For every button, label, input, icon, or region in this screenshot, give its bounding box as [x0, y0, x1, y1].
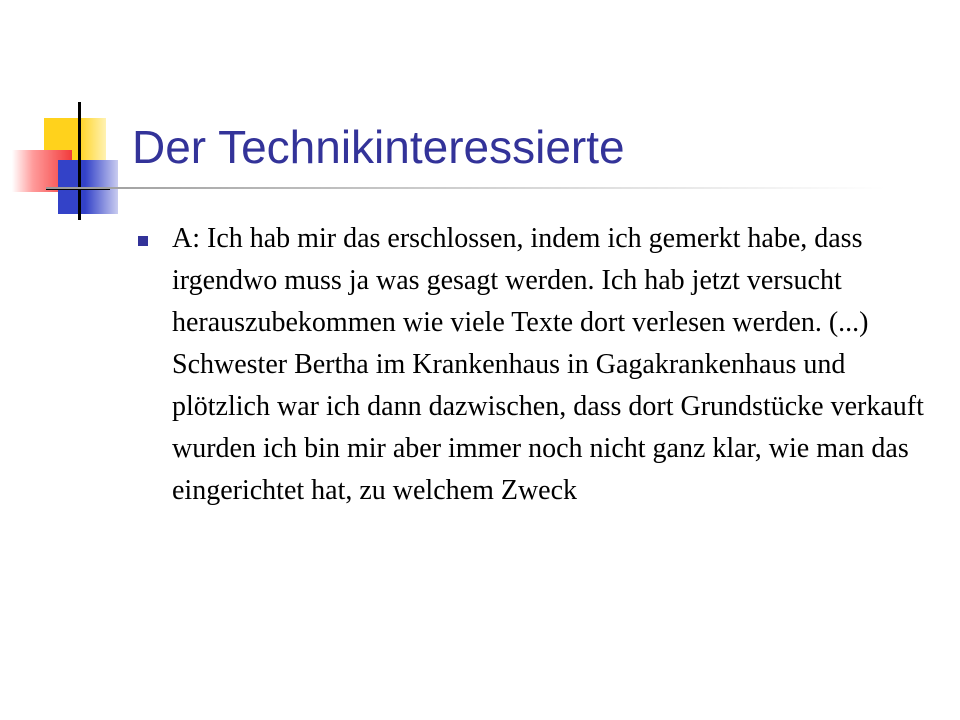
bullet-text: A: Ich hab mir das erschlossen, indem ich gemerkt habe, dass irgendwo muss ja was gesagt werden. Ich hab jetzt versucht herauszubekommen wie viele Texte dort verlesen werden. (...) Schwester Bertha im Krankenhaus in Gagakrankenhaus und plötzlich war ich dann dazwischen, dass dort Grundstücke verkauft wurden ich bin mir aber immer noch nicht ganz klar, wie man das eingerichtet hat, zu welchem Zweck: [172, 223, 924, 506]
slide-title: Der Technikinteressierte: [132, 121, 625, 173]
square-bullet-icon: [138, 236, 148, 246]
title-underline: [46, 187, 886, 189]
logo-vertical-line: [78, 102, 81, 220]
corner-squares-logo-icon: [0, 0, 140, 230]
